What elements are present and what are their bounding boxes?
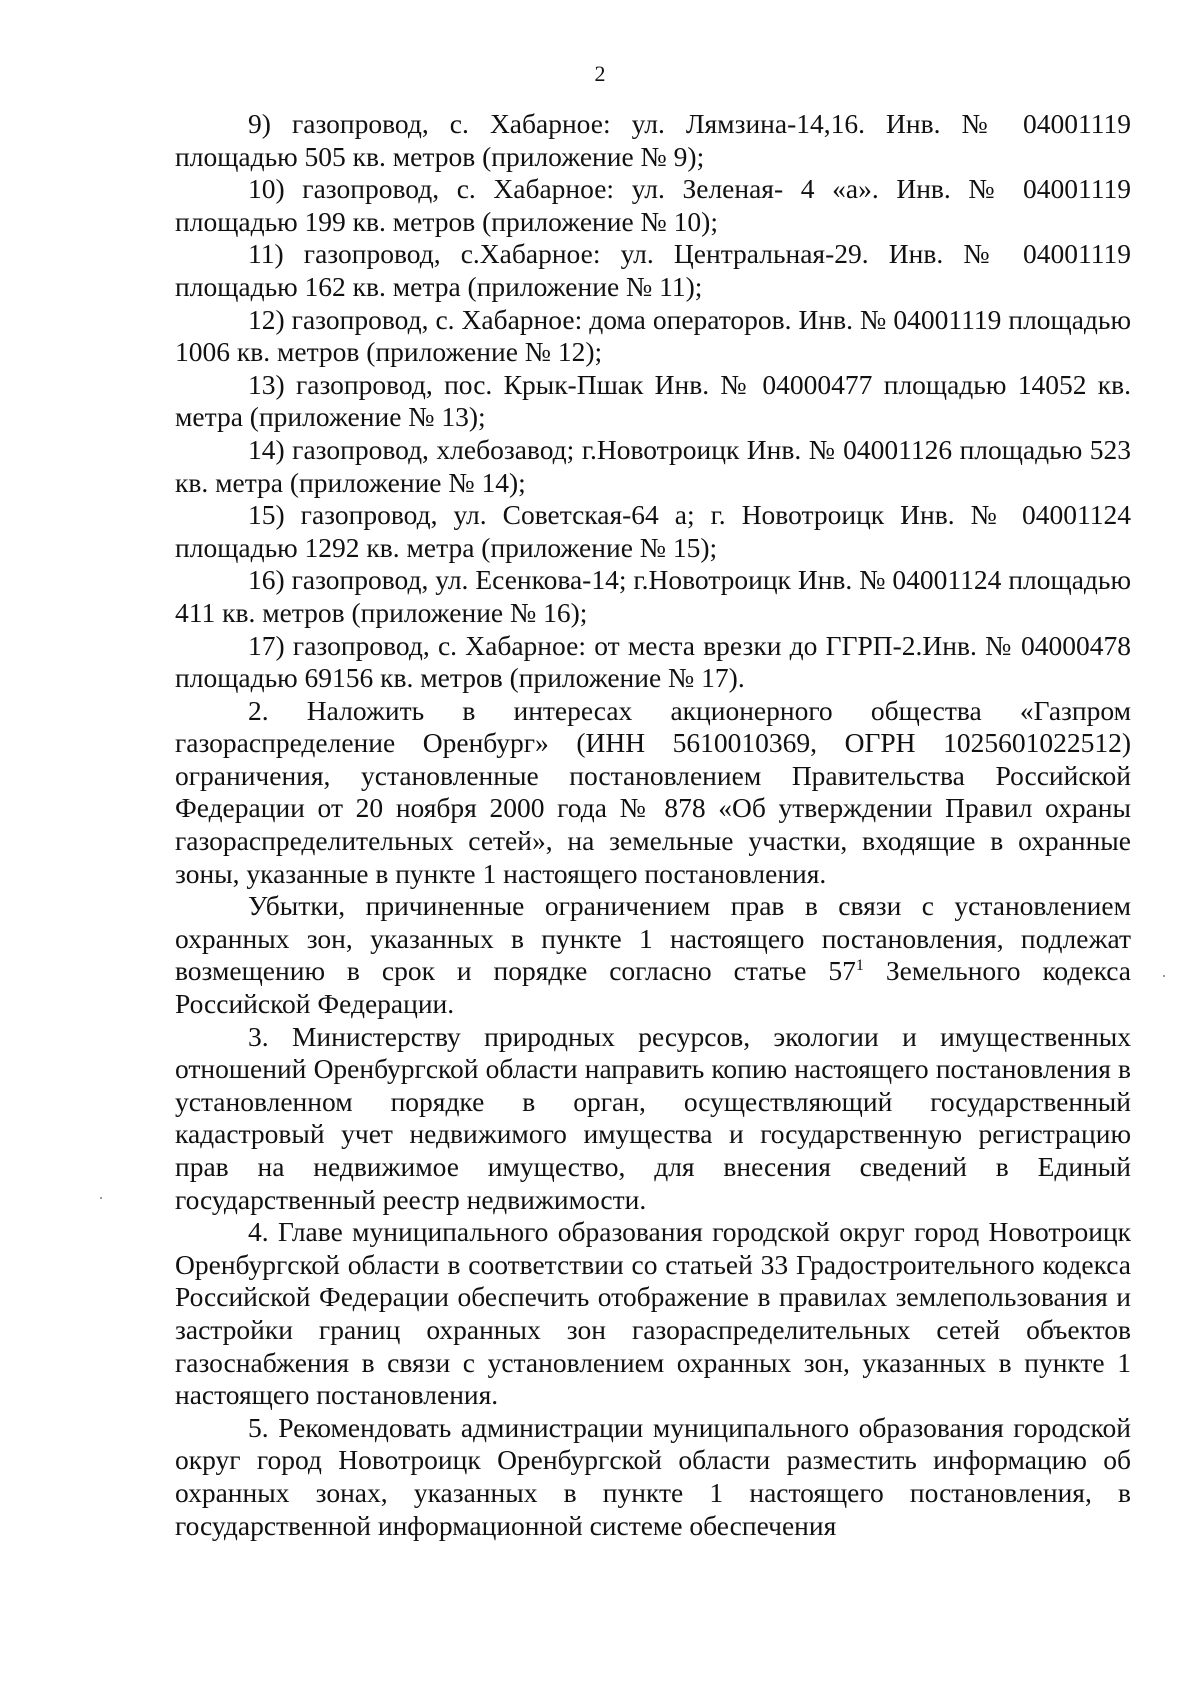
list-item-10: 10) газопровод, с. Хабарное: ул. Зеленая- 4 «а». Инв. № 04001119 площадью 199 кв. метров (приложение № 10); [175, 173, 1131, 237]
clause-4: 4. Главе муниципального образования городской округ город Новотроицк Оренбургской области в соответствии со статьей 33 Градостроительного кодекса Российской Федерации обеспечить отображение в правилах землепользования и застройки границ охранных зон газораспределительных сетей объектов газоснабжения в связи с установлением охранных зон, указанных в пункте 1 настоящего постановления. [175, 1216, 1131, 1411]
document-body [175, 108, 1131, 1542]
list-item-11: 11) газопровод, с.Хабарное: ул. Центральная-29. Инв. № 04001119 площадью 162 кв. метра (приложение № 11); [175, 238, 1131, 302]
compensation-text-after: Земельного кодекса Российской Федерации. [175, 955, 1131, 1020]
clause-2-compensation [175, 890, 1131, 1020]
article-superscript: 1 [855, 957, 864, 975]
list-item-13: 13) газопровод, пос. Крык-Пшак Инв. № 04000477 площадью 14052 кв. метра (приложение № 13); [175, 368, 1131, 433]
list-item-17: 17) газопровод, с. Хабарное: от места врезки до ГГРП-2.Инв. № 04000478 площадью 69156 кв. метров (приложение № 17). [175, 629, 1131, 694]
clause-3: 3. Министерству природных ресурсов, экологии и имущественных отношений Оренбургской области направить копию настоящего постановления в установленном порядке в орган, осуществляющий государственный кадастровый учет недвижимого имущества и государственную регистрацию прав на недвижимое имущество, для внесения сведений в Единый государственный реестр недвижимости. [175, 1020, 1131, 1215]
scan-speck [100, 1197, 102, 1199]
clause-2: 2. Наложить в интересах акционерного общества «Газпром газораспределение Оренбург» (ИНН 5610010369, ОГРН 1025601022512) ограничения, установленные постановлением Правительства Российской Федерации от 20 ноября 2000 года № 878 «Об утверждении Правил охраны газораспределительных сетей», на земельные участки, входящие в охранные зоны, указанные в пункте 1 настоящего постановления. [175, 694, 1131, 889]
list-item-14: 14) газопровод, хлебозавод; г.Новотроицк Инв. № 04001126 площадью 523 кв. метра (приложение № 14); [175, 433, 1131, 498]
scan-speck [1163, 975, 1165, 977]
compensation-text-before: Убытки, причиненные ограничением прав в связи с установлением охранных зон, указанных в пункте 1 настоящего постановления, подлежат возмещению в срок и порядке согласно статье 57 [175, 890, 1131, 987]
clause-5: 5. Рекомендовать администрации муниципального образования городской округ город Новотроицк Оренбургской области разместить информацию об охранных зонах, указанных в пункте 1 настоящего постановления, в государственной информационной системе обеспечения [175, 1411, 1131, 1541]
list-item-16: 16) газопровод, ул. Есенкова-14; г.Новотроицк Инв. № 04001124 площадью 411 кв. метров (приложение № 16); [175, 564, 1131, 628]
list-item-15: 15) газопровод, ул. Советская-64 а; г. Новотроицк Инв. № 04001124 площадью 1292 кв. метра (приложение № 15); [175, 499, 1131, 563]
page-number: 2 [594, 61, 606, 86]
list-item-9: 9) газопровод, с. Хабарное: ул. Лямзина-14,16. Инв. № 04001119 площадью 505 кв. метров (приложение № 9); [175, 108, 1131, 172]
list-item-12: 12) газопровод, с. Хабарное: дома операторов. Инв. № 04001119 площадью 1006 кв. метров (приложение № 12); [175, 303, 1131, 368]
